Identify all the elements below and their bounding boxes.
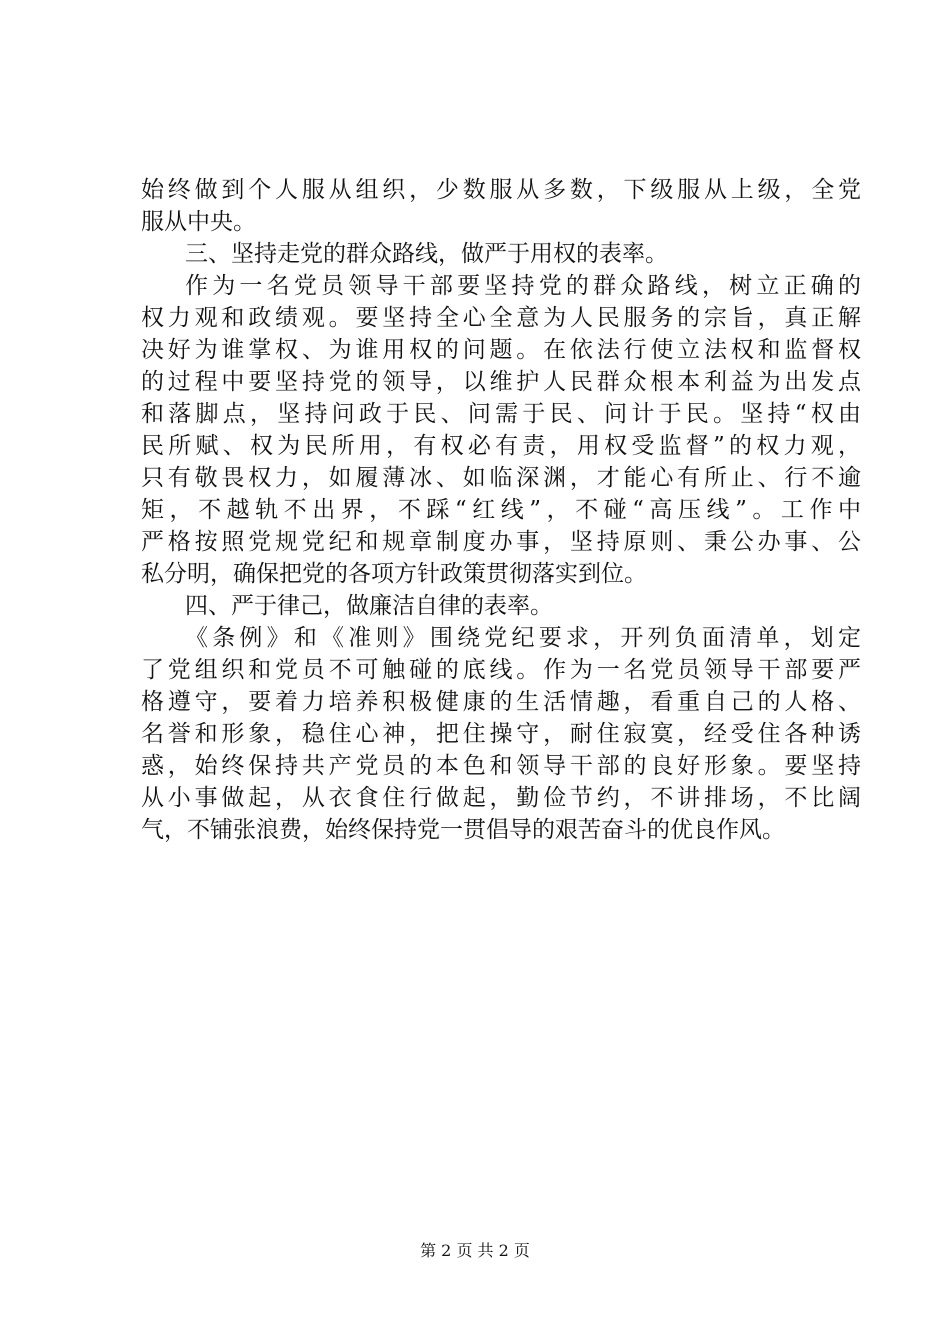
section-heading: 四、严于律己，做廉洁自律的表率。 bbox=[185, 593, 553, 619]
text-line: 气，不铺张浪费，始终保持党一贯倡导的艰苦奋斗的优良作风。 bbox=[141, 817, 785, 843]
text-line: 决好为谁掌权、为谁用权的问题。在依法行使立法权和监督权 bbox=[141, 337, 861, 363]
text-line: 从小事做起，从衣食住行做起，勤俭节约，不讲排场，不比阔 bbox=[141, 785, 861, 811]
text-line: 矩，不越轨不出界，不踩“红线”，不碰“高压线”。工作中 bbox=[141, 497, 861, 523]
text-line: 作为一名党员领导干部要坚持党的群众路线，树立正确的 bbox=[185, 273, 861, 299]
section-heading: 三、坚持走党的群众路线，做严于用权的表率。 bbox=[185, 241, 668, 267]
text-line: 私分明，确保把党的各项方针政策贯彻落实到位。 bbox=[141, 561, 647, 587]
text-line: 只有敬畏权力，如履薄冰、如临深渊，才能心有所止、行不逾 bbox=[141, 465, 861, 491]
text-line: 民所赋、权为民所用，有权必有责，用权受监督”的权力观， bbox=[141, 433, 861, 459]
text-line: 格遵守，要着力培养积极健康的生活情趣，看重自己的人格、 bbox=[141, 689, 861, 715]
document-body bbox=[141, 174, 861, 846]
page-number-footer: 第 2 页 共 2 页 bbox=[420, 1241, 530, 1260]
text-line: 名誉和形象，稳住心神，把住操守，耐住寂寞，经受住各种诱 bbox=[141, 721, 861, 747]
text-line: 严格按照党规党纪和规章制度办事，坚持原则、秉公办事、公 bbox=[141, 529, 861, 555]
text-line: 权力观和政绩观。要坚持全心全意为人民服务的宗旨，真正解 bbox=[141, 305, 861, 331]
text-line: 服从中央。 bbox=[141, 209, 256, 235]
text-line: 的过程中要坚持党的领导，以维护人民群众根本利益为出发点 bbox=[141, 369, 861, 395]
text-line: 惑，始终保持共产党员的本色和领导干部的良好形象。要坚持 bbox=[141, 753, 861, 779]
text-line: 和落脚点，坚持问政于民、问需于民、问计于民。坚持“权由 bbox=[141, 401, 861, 427]
text-line: 了党组织和党员不可触碰的底线。作为一名党员领导干部要严 bbox=[141, 657, 861, 683]
text-line: 《条例》和《准则》围绕党纪要求，开列负面清单，划定 bbox=[185, 625, 861, 651]
text-line: 始终做到个人服从组织，少数服从多数，下级服从上级，全党 bbox=[141, 177, 861, 203]
